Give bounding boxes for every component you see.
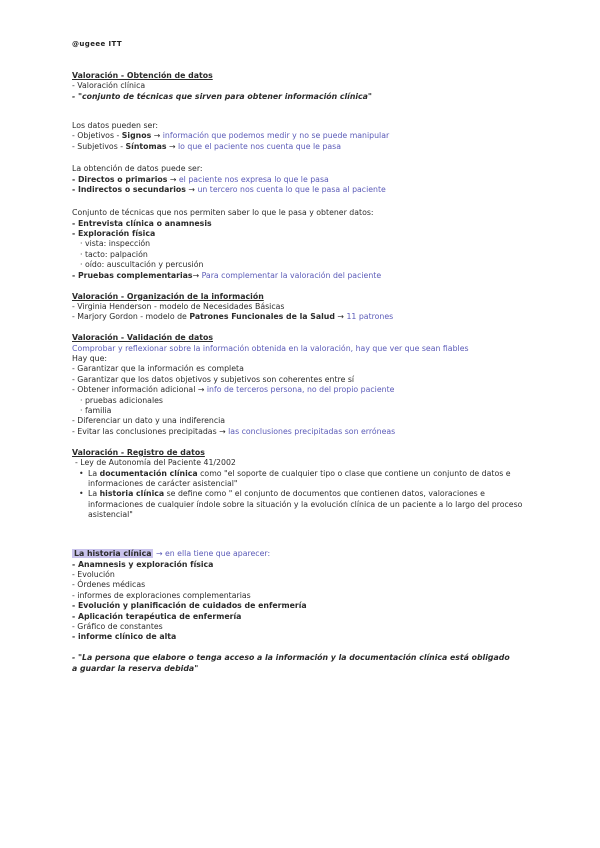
text-line: Hay que: xyxy=(72,354,108,364)
quote-line: - "conjunto de técnicas que sirven para obtener información clínica" xyxy=(72,91,372,101)
section-validacion xyxy=(72,333,542,437)
text-line: Los datos pueden ser: xyxy=(72,120,159,130)
list-item: - Evolución y planificación de cuidados de enfermería xyxy=(72,601,307,611)
list-item: - Aplicación terapéutica de enfermería xyxy=(72,611,242,621)
item-text: como "el soporte de cualquier tipo o clase que contiene un conjunto de datos e informaciones de carácter asistencial" xyxy=(88,468,511,488)
item-bold: Síntomas xyxy=(125,141,167,151)
item-bold: Patrones Funcionales de la Salud xyxy=(189,312,335,322)
item-description: las conclusiones precipitadas son erróneas xyxy=(228,426,396,436)
item-label: - Objetivos - xyxy=(72,131,122,141)
sub-item: · pruebas adicionales xyxy=(80,395,163,405)
bullet-item xyxy=(72,469,542,490)
section-registro xyxy=(72,448,542,521)
list-item: - informe clínico de alta xyxy=(72,632,177,642)
list-item xyxy=(72,427,542,437)
item-description: un tercero nos cuenta lo que le pasa al paciente xyxy=(197,185,386,195)
list-item: - Diferenciar un dato y una indiferencia xyxy=(72,416,226,426)
item-label: - Obtener información adicional → xyxy=(72,385,207,395)
list-item: - Entrevista clínica o anamnesis xyxy=(72,218,212,228)
item-label: - Marjory Gordon - modelo de xyxy=(72,312,190,322)
list-item xyxy=(72,385,542,395)
list-item: - Ley de Autonomía del Paciente 41/2002 xyxy=(75,458,236,468)
item-description: 11 patrones xyxy=(346,312,394,322)
highlighted-term: La historia clínica xyxy=(74,549,152,559)
section-historia-clinica xyxy=(72,549,542,643)
item-text: se define como " el conjunto de documentos que contienen datos, valoraciones e informaciones de cualquier índole sobre la situación y la evolución clínica de un paciente a lo largo del proceso asistencial" xyxy=(88,489,523,520)
section-title: Valoración - Registro de datos xyxy=(72,447,205,457)
item-label: - Subjetivos - xyxy=(72,141,126,151)
bullet-item xyxy=(72,489,542,520)
list-item: - Gráfico de constantes xyxy=(72,621,163,631)
text-line: - Valoración clínica xyxy=(72,81,146,91)
arrow: → xyxy=(151,131,163,141)
item-label: - Evitar las conclusiones precipitadas → xyxy=(72,426,229,436)
text-line: La obtención de datos puede ser: xyxy=(72,164,203,174)
sub-item: · vista: inspección xyxy=(80,239,151,249)
section-title: Valoración - Organización de la información xyxy=(72,291,264,301)
item-bold: historia clínica xyxy=(99,489,165,499)
list-item: - Órdenes médicas xyxy=(72,580,146,590)
list-item-subjetivos xyxy=(72,142,542,152)
list-item-pruebas xyxy=(72,271,542,281)
arrow: → xyxy=(167,174,179,184)
section-title: Valoración - Obtención de datos xyxy=(72,71,213,80)
item-description: el paciente nos expresa lo que le pasa xyxy=(178,174,329,184)
list-item: - Exploración física xyxy=(72,228,156,238)
section-organizacion xyxy=(72,292,542,323)
section-title: Valoración - Validación de datos xyxy=(72,333,213,343)
closing-quote: - "La persona que elabore o tenga acceso a la información y la documentación clínica está obligado a guardar la reserva debida" xyxy=(72,653,510,673)
item-bold: - Directos o primarios xyxy=(72,174,168,184)
historia-header xyxy=(72,549,542,559)
item-description: información que podemos medir y no se puede manipular xyxy=(162,131,390,141)
section-tecnicas xyxy=(72,208,542,281)
arrow: → xyxy=(334,312,347,322)
intro-line: Comprobar y reflexionar sobre la información obtenida en la valoración, hay que ver que sean fiables xyxy=(72,343,469,353)
item-bold: documentación clínica xyxy=(99,468,198,478)
item-label: La xyxy=(88,489,100,499)
section-obtencion-datos xyxy=(72,71,542,102)
list-item-indirectos xyxy=(72,185,542,195)
section-tipos-datos xyxy=(72,121,542,152)
sub-item: · tacto: palpación xyxy=(80,249,148,259)
item-bold: - Indirectos o secundarios xyxy=(72,185,186,195)
text-line xyxy=(72,312,542,322)
document-page xyxy=(72,71,542,674)
text-line: Conjunto de técnicas que nos permiten saber lo que le pasa y obtener datos: xyxy=(72,208,374,218)
arrow: → xyxy=(166,141,178,151)
item-bold: Signos xyxy=(121,131,152,141)
list-item-objetivos xyxy=(72,131,542,141)
sub-item: · oído: auscultación y percusión xyxy=(80,260,204,270)
list-item: - Anamnesis y exploración física xyxy=(72,559,214,569)
list-item: - Garantizar que los datos objetivos y subjetivos son coherentes entre sí xyxy=(72,374,355,384)
list-item: - Garantizar que la información es completa xyxy=(72,364,244,374)
item-label: La xyxy=(88,468,100,478)
section-obtencion xyxy=(72,164,542,195)
list-item: - informes de exploraciones complementarias xyxy=(72,590,251,600)
item-description: Para complementar la valoración del paciente xyxy=(201,270,382,280)
sub-item: · familia xyxy=(80,406,112,416)
watermark-logo: @ugeee ITT xyxy=(72,40,122,48)
item-description: lo que el paciente nos cuenta que le pasa xyxy=(178,141,341,151)
item-description: info de terceros persona, no del propio paciente xyxy=(206,385,395,395)
list-item-directos xyxy=(72,175,542,185)
arrow: → xyxy=(185,185,198,195)
arrow: → xyxy=(153,549,165,559)
item-bold: - Pruebas complementarias xyxy=(72,270,193,280)
arrow: → xyxy=(192,270,202,280)
list-item: - Evolución xyxy=(72,569,115,579)
item-description: en ella tiene que aparecer: xyxy=(164,549,271,559)
text-line: - Virginia Henderson - modelo de Necesidades Básicas xyxy=(72,301,285,311)
